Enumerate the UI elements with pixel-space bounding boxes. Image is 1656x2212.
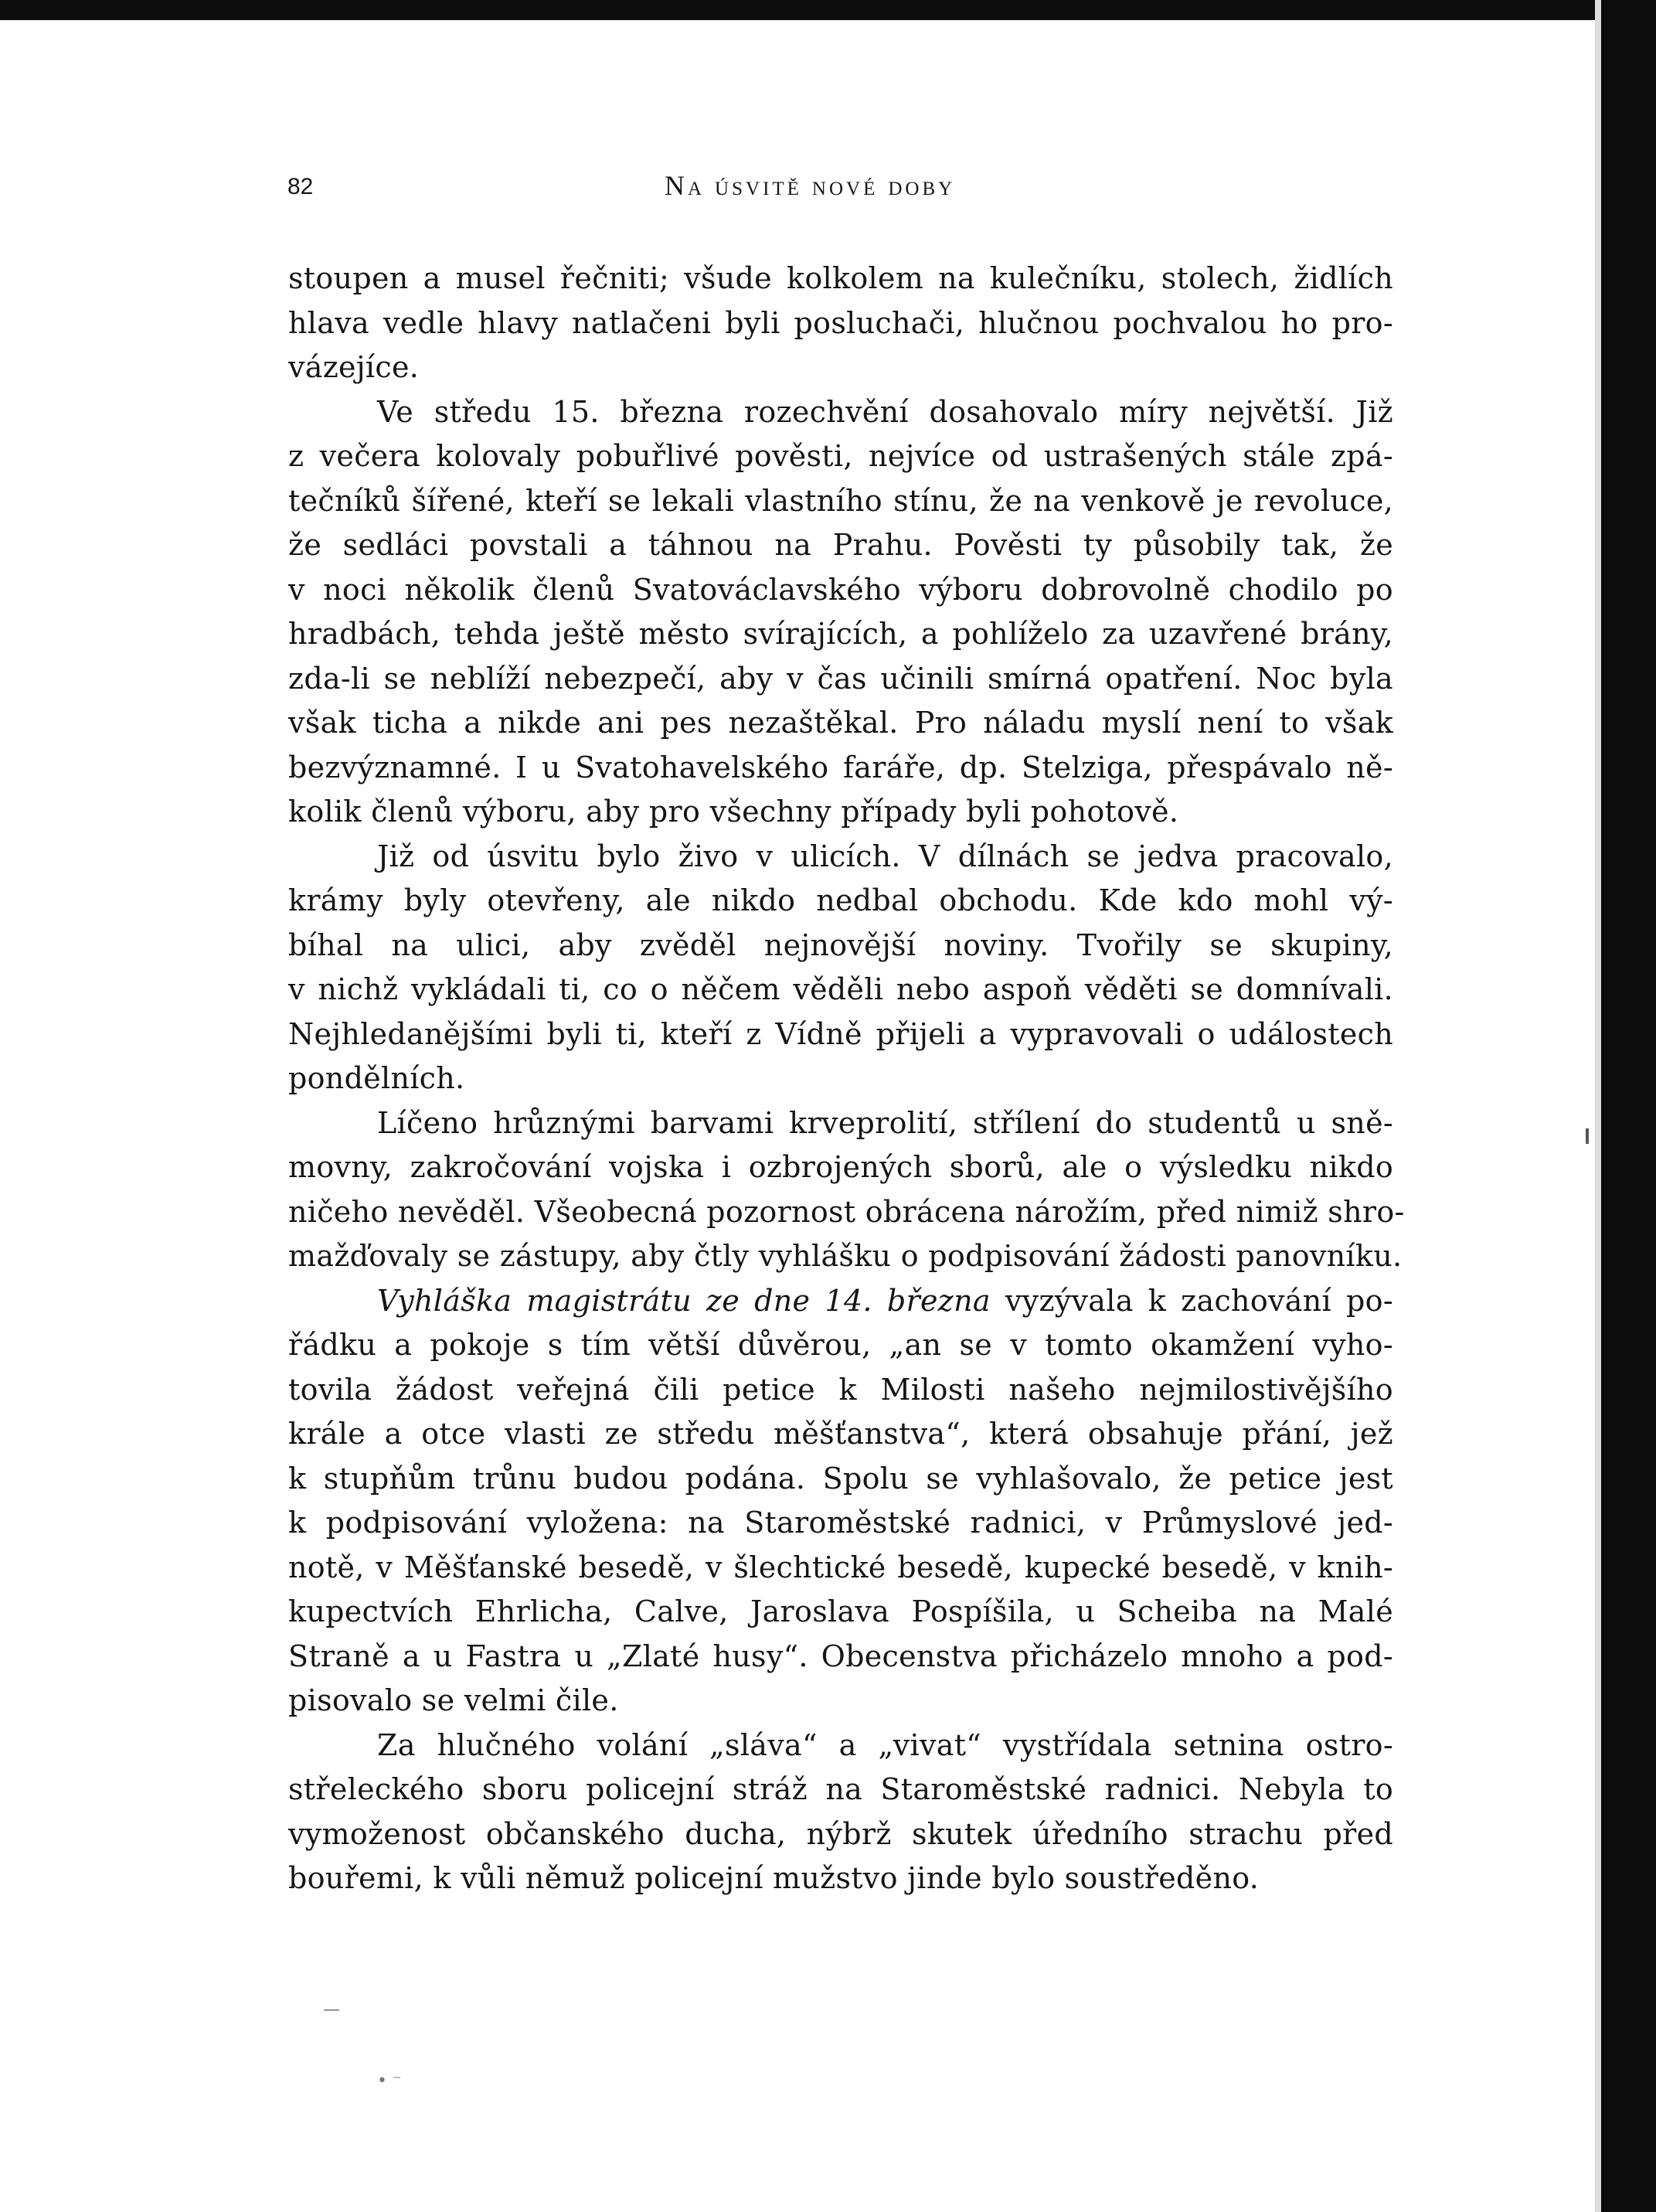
text-line: kolik členů výboru, aby pro všechny případy byli pohotově. <box>288 795 1179 829</box>
text-line: k podpisování vyložena: na Staroměstské radnici, v Průmyslové jed- <box>288 1506 1393 1540</box>
text-line: vymoženost občanského ducha, nýbrž skutek úředního strachu před <box>288 1816 1393 1851</box>
running-head: Na úsvitě nové doby <box>665 170 956 201</box>
text-line: v noci několik členů Svatováclavského výboru dobrovolně chodilo po <box>288 572 1393 607</box>
scan-speck: • ⁻ <box>377 2071 402 2091</box>
text-line: tečníků šířené, kteří se lekali vlastního stínu, že na venkově je revoluce, <box>288 483 1393 518</box>
text-line: ničeho nevěděl. Všeobecná pozornost obrácena nárožím, před nimiž shro- <box>288 1194 1405 1229</box>
body-text <box>288 257 1405 1901</box>
text-line: stoupen a musel řečniti; všude kolkolem na kulečníku, stolech, židlích <box>288 261 1393 295</box>
text-line: Nejhledanějšími byli ti, kteří z Vídně přijeli a vypravovali o událostech <box>288 1016 1393 1051</box>
text-line: zda-li se neblíží nebezpečí, aby v čas učinili smírná opatření. Noc byla <box>288 661 1393 696</box>
text-line: movny, zakročování vojska i ozbrojených sborů, ale o výsledku nikdo <box>288 1150 1393 1184</box>
text-line: však ticha a nikde ani pes nezaštěkal. Pro náladu myslí není to však <box>288 706 1393 740</box>
text-line: tovila žádost veřejná čili petice k Milosti našeho nejmilostivějšího <box>288 1372 1393 1407</box>
text-line: pondělních. <box>288 1061 465 1095</box>
right-border <box>1601 0 1656 2212</box>
text-line: bouřemi, k vůli němuž policejní mužstvo jinde bylo soustředěno. <box>288 1861 1260 1895</box>
scan-speck: — <box>323 2000 340 2020</box>
text-line: vázejíce. <box>288 350 420 384</box>
text-line: Straně a u Fastra u „Zlaté husy“. Obecenstva přicházelo mnoho a pod- <box>288 1639 1393 1673</box>
text-line: k stupňům trůnu budou podána. Spolu se vyhlašovalo, že petice jest <box>288 1461 1393 1496</box>
text-line: kupectvích Ehrlicha, Calve, Jaroslava Pospíšila, u Scheiba na Malé <box>288 1594 1393 1628</box>
text-line: střeleckého sboru policejní stráž na Staroměstské radnici. Nebyla to <box>288 1772 1393 1806</box>
italic-lead: Vyhláška magistrátu ze dne 14. března <box>377 1283 991 1318</box>
text-line: mažďovaly se zástupy, aby čtly vyhlášku o podpisování žádosti panovníku. <box>288 1239 1403 1273</box>
text-line: hradbách, tehda ještě město svírajících, a pohlíželo za uzavřené brány, <box>288 617 1393 651</box>
page-number: 82 <box>287 174 314 199</box>
text-line: Líčeno hrůznými barvami krveprolití, střílení do studentů u sně- <box>377 1105 1393 1140</box>
text-line: bíhal na ulici, aby zvěděl nejnovější noviny. Tvořily se skupiny, <box>288 927 1393 962</box>
text-line: v nichž vykládali ti, co o něčem věděli nebo aspoň věděti se domnívali. <box>288 972 1393 1006</box>
text-line: Za hlučného volání „sláva“ a „vivat“ vystřídala setnina ostro- <box>377 1727 1393 1762</box>
text-line: krámy byly otevřeny, ale nikdo nedbal obchodu. Kde kdo mohl vý- <box>288 883 1393 917</box>
top-border <box>0 0 1656 20</box>
text-line-italic-lead <box>288 1279 1393 1324</box>
text-line: Již od úsvitu bylo živo v ulicích. V dílnách se jedva pracovalo, <box>377 839 1393 873</box>
text-line: z večera kolovaly pobuřlivé pověsti, nejvíce od ustrašených stále zpá- <box>288 439 1393 473</box>
text-line: řádku a pokoje s tím větší důvěrou, „an se v tomto okamžení vyho- <box>288 1328 1393 1362</box>
text-line: krále a otce vlasti ze středu měšťanstva“, která obsahuje přání, jež <box>288 1417 1393 1451</box>
text-line: pisovalo se velmi čile. <box>288 1683 619 1717</box>
text-line: že sedláci povstali a táhnou na Prahu. Pověsti ty působily tak, že <box>288 528 1393 562</box>
text-line: notě, v Měšťanské besedě, v šlechtické besedě, kupecké besedě, v knih- <box>288 1550 1393 1584</box>
edge-mark <box>1586 1128 1589 1144</box>
text-line: hlava vedle hlavy natlačeni byli posluchači, hlučnou pochvalou ho pro- <box>288 305 1393 340</box>
text-line: Ve středu 15. března rozechvění dosahovalo míry největší. Již <box>377 394 1393 429</box>
text-line-rest: vyzývala k zachování po- <box>1005 1283 1393 1318</box>
text-line: bezvýznamné. I u Svatohavelského faráře, dp. Stelziga, přespávalo ně- <box>288 750 1393 784</box>
